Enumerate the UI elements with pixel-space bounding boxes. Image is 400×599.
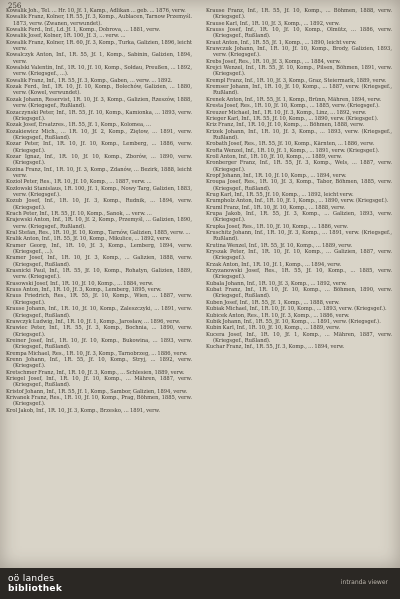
left-text-column [6, 8, 192, 562]
list-item: Kozak Josef, Ersatzres., 1R. 55, Jf. 1, Komp., Kolomea, ... [6, 122, 151, 129]
list-item: Krawczyk Ludwig, Inf., 1R. 10, Jf. 1, Komp., Jarosław, ... 1896, verw. [6, 318, 181, 325]
list-item: Kreiner Josef, Inf., 1R. 10, Jf. 10, Komp., Bukowina, ... 1893, verw. (Kriegsgef., Rußland). [6, 337, 192, 351]
list-item: Kramer Josef, Inf., 1R. 10, Jf. 3, Komp., ... Galizien, 1888, verw. (Kriegsgef., Rußland). [6, 255, 192, 268]
list-item: Krajewski Anton, Inf., 1R. 10, Jf. 2, Komp., Przemyśl, ... Galizien, 1890, verw. (Kriegsgef., Rußland). [6, 217, 192, 230]
list-item: Kozakiewicz Mich., ... 1R. 10, Jf. 2, Komp., Ziętow, ... 1891, verw. (Kriegsgef., Rußland). [6, 128, 192, 141]
list-item: Krenn Johann, Inf., 1R. 55, Jf. 10, Komp., Stryj, ... 1892, verw. (Kriegsgef.). [6, 356, 192, 370]
list-item: Kozak Ferd., Inf., 1R. 10, Jf. 10, Komp., Bolechów, Galizien, ... 1880, verw. (Kowel, verwundet). [6, 84, 192, 97]
list-item: Kozar Ignaz, Inf., 1R. 10, Jf. 10, Komp., Zborów, ... 1890, verw. (Kriegsgef.). [6, 153, 192, 167]
list-item: Kreuzer Michael, Inf., 1R. 10, Jf. 3, Komp., Linz, ... 1892, verw. [206, 109, 367, 116]
list-item: Kozioł Peter, Res., 1R. 10, Jf. 10, Komp., ... 1887, verw. ... [6, 179, 152, 186]
list-item: Krizek Johann, Inf., 1R. 10, Jf. 3, Komp., ... 1893, verw. (Kriegsgef., Rußland). [206, 128, 392, 141]
list-item: Kozak Johann, Reservist, 1R. 10, Jf. 3, Komp., Galizien, Rzeszów, 1888, verw. (Kriegsgef., Rußland). [6, 96, 192, 110]
page-number: 256 [8, 2, 22, 10]
right-text-column [206, 8, 392, 562]
list-item: Krasowski Josef, Inf., 1R. 10, Jf. 10, Komp., ... 1884, verw. [6, 280, 154, 287]
list-item: Kraus Friedrich, Res., 1R. 55, Jf. 10, Komp., Wien, ... 1887, verw. (Kriegsgef.). [6, 293, 192, 306]
list-item: Kryszak Peter, Inf., 1R. 10, Jf. 10, Komp., ... Galizien, 1887, verw. (Kriegsgef.). [206, 249, 392, 262]
list-item: Kowalik Franz, Kolner, 1R. 60, Jf. 3, Komp., Turka, Galizien, 1896, leicht verw. [6, 39, 192, 53]
library-logo[interactable] [8, 574, 62, 594]
list-item: Krempl Franz, Inf., 1R. 10, Jf. 3, Komp., Graz, Steiermark, 1889, verw. [206, 77, 387, 84]
list-item: Kowalski Valentin, Inf., 1R. 10, Jf. 10, Komp., Sołdau, Preußen, ... 1892, verw. (Kriegsgef., ...). [6, 65, 192, 78]
list-item: Kucera Josef, Inf., 1R. 10, Jf. 1, Komp., ... Mähren, 1887, verw. (Kriegsgef., Rußland). [206, 331, 392, 344]
list-item: Krupka Josef, Res., 1R. 10, Jf. 10, Komp., ... 1886, verw. [206, 223, 348, 230]
list-item: Kroll Anton, Inf., 1R. 10, Jf. 10, Komp., ... 1889, verw. [206, 153, 342, 160]
list-item: Krenek Anton, Inf., 1R. 55, Jf. 1, Komp., Brünn, Mähren, 1894, verw. [206, 96, 382, 103]
list-item: Kriz Franz, Inf., 1R. 10, Jf. 10, Komp., ... Böhmen, 1888, verw. [206, 122, 365, 129]
list-item: Kriegel Josef, Inf., 1R. 10, Jf. 10, Komp., ... Mähren, 1887, verw. (Kriegsgef., Rußland). [6, 375, 192, 389]
list-item: Kowalik Joh., Tel. ... Hr. 10, Jf. 1, Kamp., Adlikan ... geb. ... 1876, verw. [6, 8, 186, 14]
list-item: Krejci Wenzel, Inf., 1R. 55, Jf. 10, Komp., Pilsen, Böhmen, 1891, verw. (Kriegsgef.). [206, 65, 392, 78]
list-item: Kozaczynski Peter, Inf., 1R. 55, Jf. 10, Komp., Kamionka, ... 1893, verw. (Kriegsgef.). [6, 109, 192, 122]
list-item: Kozina Franz, Inf., 1R. 10, Jf. 3, Komp., Zdanów, ... Bezirk, 1888, leicht verw. [6, 166, 192, 179]
list-item: Kral Stefan, Res., 1R. 10, Jf. 10, Komp., Tarnów, Galizien, 1885, verw. ... [6, 230, 191, 237]
list-item: Krause Karl, Inf., 1R. 10, Jf. 3, Komp., ... 1892, verw. [206, 20, 340, 27]
list-item: Kruml Franz, Inf., 1R. 10, Jf. 10, Komp., ... 1888, verw. [206, 204, 346, 211]
list-item: Krzak Anton, Inf., 1R. 10, Jf. 1, Komp., ... 1894, verw. [206, 261, 342, 268]
list-item: Krzyzanowski Josef, Res., 1R. 55, Jf. 10, Komp., ... 1885, verw. (Kriegsgef.). [206, 268, 392, 281]
list-item: Kubala Johann, Inf., 1R. 10, Jf. 3, Komp., ... 1892, verw. [206, 280, 347, 287]
list-item: Kuchar Franz, Inf., 1R. 55, Jf. 3, Komp., ... 1894, verw. [206, 344, 345, 351]
list-item: Kubicek Anton, Res., 1R. 10, Jf. 3, Komp., ... 1886, verw. [206, 312, 350, 319]
logo-line-1: oö landes [8, 574, 55, 584]
list-item: Krivanek Franz, Res., 1R. 10, Jf. 10, Komp., Prag, Böhmen, 1885, verw. (Kriegsgef.). [6, 394, 192, 408]
list-item: Krauss Josef, Inf., 1R. 10, Jf. 10, Komp., Olmütz, ... 1886, verw. (Kriegsgef., Rußland). [206, 27, 392, 40]
list-item: Kowalik Franz, Kolner, 1R. 55, Jf. 3, Komp., Aublacen, Tarnow Przemyśl. 1873, verw. (Zwanen, verwundet). [6, 14, 192, 27]
list-item: Krumpholz Anton, Inf., 1R. 10, Jf. 1, Komp., ... 1890, verw. (Kriegsgef.). [206, 198, 389, 205]
list-item: Krieger Karl, Inf., 1R. 55, Jf. 10, Komp., ... 1890, verw. (Kriegsgef.). [206, 115, 379, 122]
list-item: Kowalik Franz, Inf., 1R. 55, Jf. 3, Komp., Gaben, ... verw. ... 1892. [6, 77, 173, 84]
list-item: Kozar Peter, Inf., 1R. 10, Jf. 10, Komp., Lemberg, ... 1886, verw. (Kriegsgef.). [6, 141, 192, 154]
list-item: Kraut Anton, Inf., 1R. 55, Jf. 1, Komp., ... 1890, leicht verw. [206, 39, 357, 46]
list-item: Kowalik Josef, Kolner, 1R. 100, Jf. 3, ... verw. ... [6, 33, 126, 40]
list-item: Kralik Anton, Inf., 1R. 55, Jf. 10, Komp., Mikulice, ... 1892, verw. [6, 236, 171, 243]
list-item: Kowalczyk Anton, Inf., 1R. 55, Jf. 1, Komp., Sabinin, Galizien, 1894, verw. [6, 52, 192, 65]
list-item: Kubat Franz, Inf., 1R. 10, Jf. 10, Komp., ... Böhmen, 1890, verw. (Kriegsgef., Rußland). [206, 287, 392, 300]
list-item: Krupa Jakob, Inf., 1R. 55, Jf. 3, Komp., ... Galizien, 1893, verw. (Kriegsgef.). [206, 211, 392, 224]
list-item: Kropf Johann, Inf., 1R. 10, Jf. 10, Komp., ... 1894, verw. [206, 172, 347, 179]
list-item: Krach Peter, Inf., 1R. 55, Jf. 10, Komp., Sanok, ... verw. ... [6, 211, 152, 217]
list-item: Kowalik Ferd., Inf., Ld. Jf. 1, Komp., Dobrova, ... 1881, verw. [6, 27, 161, 34]
list-item: Krofta Wenzel, Inf., 1R. 10, Jf. 1, Komp., ... 1891, verw. (Kriegsgef.). [206, 147, 380, 154]
logo-line-2: bibliothek [8, 584, 63, 594]
list-item: Krause Johann, Inf., 1R. 10, Jf. 10, Komp., Zaleszczyki, ... 1891, verw. (Kriegsgef., Rußland). [6, 306, 192, 319]
list-item: Kubin Karl, Inf., 1R. 10, Jf. 10, Komp., ... 1889, verw. [206, 325, 341, 332]
list-item: Kubik Johann, Inf., 1R. 55, Jf. 10, Komp., ... 1891, verw. (Kriegsgef.). [206, 318, 381, 325]
list-item: Krug Karl, Inf., 1R. 55, Jf. 10, Komp., ... 1892, leicht verw. [206, 191, 354, 198]
list-item: Kremser Johann, Inf., 1R. 10, Jf. 10, Komp., ... 1887, verw. (Kriegsgef., Rußland). [206, 84, 392, 97]
list-item: Krobath Josef, Res., 1R. 55, Jf. 10, Komp., Kärnten, ... 1886, verw. [206, 141, 375, 148]
viewer-label: intranda viewer [340, 579, 388, 586]
list-item: Krebs Josef, Res., 1R. 10, Jf. 3, Komp., ... 1884, verw. [206, 58, 341, 65]
list-item: Krause Franz, Inf., 1R. 55, Jf. 10, Komp., ... Böhmen, 1888, verw. (Kriegsgef.). [206, 8, 392, 21]
list-item: Kuben Josef, Inf., 1R. 55, Jf. 1, Komp., ... 1888, verw. [206, 299, 340, 306]
list-item: Kroupa Josef, Res., 1R. 10, Jf. 3, Komp., Tabor, Böhmen, 1885, verw. (Kriegsgef., Rußland). [206, 179, 392, 192]
list-item: Kramer Georg, Inf., 1R. 10, Jf. 3, Komp., Lemberg, 1894, verw. (Kriegsgef., ...). [6, 242, 192, 256]
list-item: Krutina Wenzel, Inf., 1R. 55, Jf. 10, Komp., ... 1889, verw. [206, 242, 353, 249]
list-item: Kresta Josef, Res., 1R. 10, Jf. 10, Komp., ... 1885, verw. (Kriegsgef.). [206, 103, 380, 110]
list-item: Kronberger Franz, Inf., 1R. 55, Jf. 3, Komp., Wels, ... 1887, verw. (Kriegsgef.). [206, 160, 392, 173]
list-item: Kozub Josef, Inf., 1R. 10, Jf. 3, Komp., Rudnik, ... 1894, verw. (Kriegsgef.). [6, 198, 192, 211]
list-item: Krawiec Peter, Inf., 1R. 55, Jf. 3, Komp., Bochnia, ... 1890, verw. (Kriegsgef.). [6, 325, 192, 338]
list-item: Krawczuk Johann, Inf., 1R. 10, Jf. 10, Komp., Brody, Galizien, 1893, verw. (Kriegsgef.). [206, 46, 392, 59]
list-item: Krempa Michael, Res., 1R. 10, Jf. 3, Komp., Tarnobrzeg, ... 1886, verw. [6, 350, 188, 357]
list-item: Kristof Johann, Inf., 1R. 55, Jf. 1, Komp., Sambor, Galizien, 1894, verw. [6, 388, 188, 395]
list-item: Krol Jakob, Inf., 1R. 10, Jf. 3, Komp., Brzesko, ... 1891, verw. [6, 407, 161, 414]
list-item: Kozłowski Stanislaus, 1R. 100, Jf. 1, Komp., Nowy Targ, Galizien, 1883, verw. (Kriegsgef.). [6, 185, 192, 198]
list-item: Kretschmer Franz, Inf., 1R. 10, Jf. 3, Komp., ... Schlesien, 1889, verw. [6, 369, 185, 376]
list-item: Kubiak Michael, Inf., 1R. 10, Jf. 10, Komp., ... 1893, verw. (Kriegsgef.). [206, 306, 387, 313]
list-item: Krasnicki Paul, Inf., 1R. 55, Jf. 10, Komp., Rohatyn, Galizien, 1889, verw. (Kriegsgef.). [6, 268, 192, 281]
list-item: Kruschitz Johann, Inf., 1R. 10, Jf. 3, Komp., ... 1891, verw. (Kriegsgef., Rußland). [206, 230, 392, 243]
list-item: Kraus Anton, Inf., 1R. 10, Jf. 3, Komp., Lemberg, 1895, verw. [6, 287, 162, 294]
